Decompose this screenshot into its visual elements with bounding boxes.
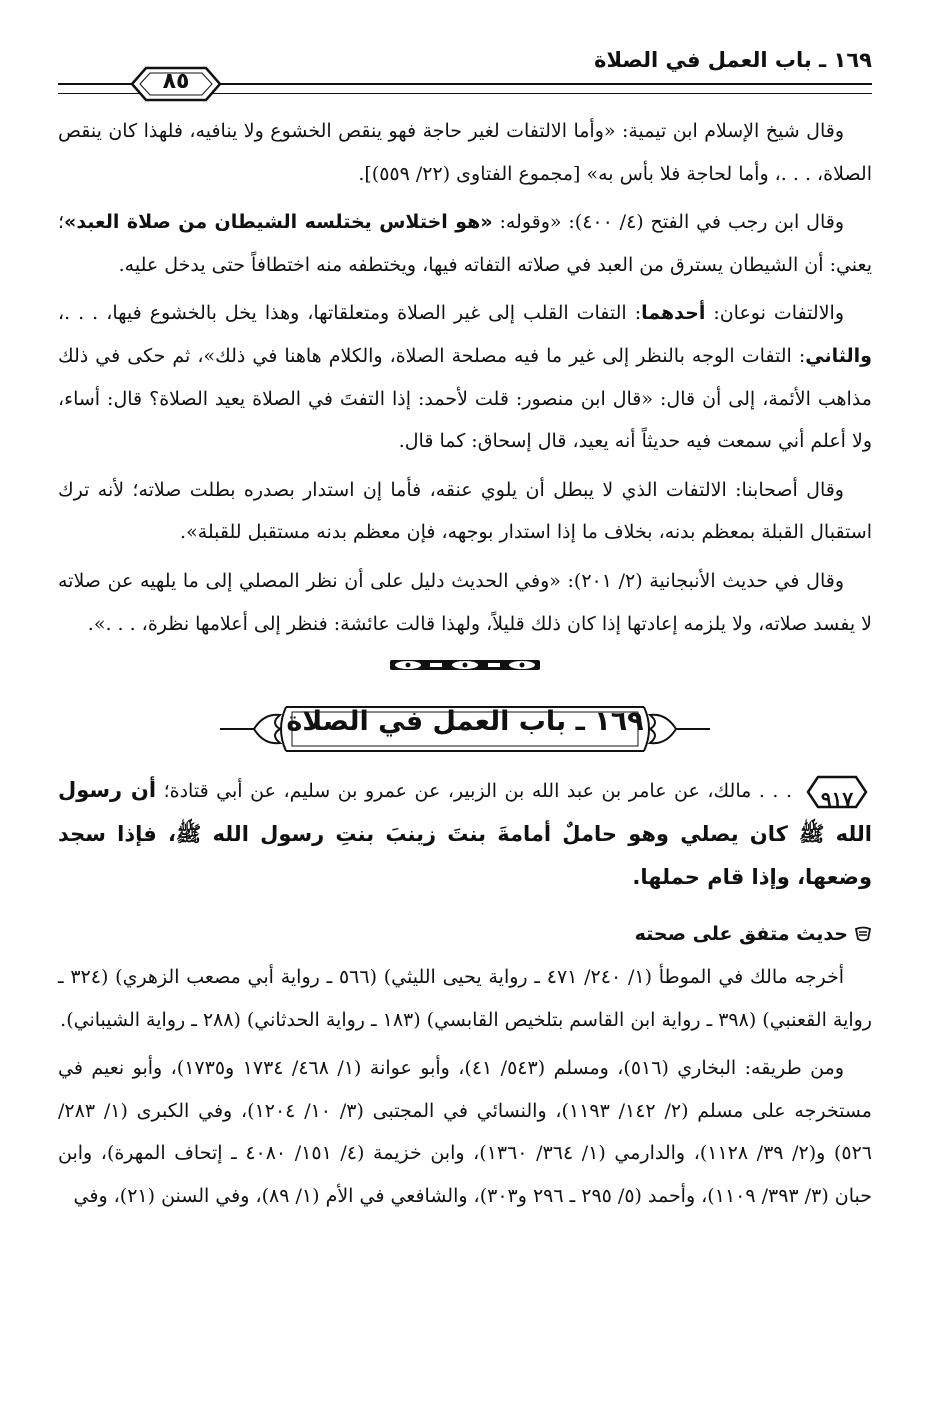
- hadith-isnad: . . . مالك، عن عامر بن عبد الله بن الزبير، عن عمرو بن سليم، عن أبي قتادة؛: [156, 780, 792, 803]
- paragraph-text: والالتفات نوعان:: [705, 302, 844, 325]
- paragraph-text: ؛ يعني: أن الشيطان يسترق من العبد في صلاته التفاته فيها، ويختطفه منه اختطافاً حتى يدخل عليه.: [58, 211, 872, 276]
- page-number-badge: [118, 62, 234, 106]
- grade-label: حديث متفق على صحته: [634, 922, 848, 945]
- paragraph-text: وقال أصحابنا: الالتفات الذي لا يبطل أن يلوي عنقه، فأما إن استدار بصدره بطلت صلاته؛ لأنه ترك استقبال القبلة بمعظم بدنه، بخلاف ما إذا استدار بوجهه، فإن معظم بدنه مستقبل للقبلة».: [58, 478, 872, 544]
- chapter-heading: [58, 693, 872, 763]
- commentary-paragraph: [58, 292, 872, 462]
- takhrij-paragraphs: [58, 956, 872, 1218]
- page-body: [58, 110, 872, 1217]
- page-number: ٨٥: [162, 69, 190, 94]
- hadith-matn: أن رسول الله ﷺ كان يصلي وهو حاملٌ أمامةَ بنتَ زينبَ بنتِ رسول الله ﷺ، فإذا سجد وضعها، وإذا قام حملها.: [58, 778, 872, 890]
- hadith-grade: [58, 914, 872, 954]
- bold-term: «هو اختلاس يختلسه الشيطان من صلاة العبد»: [64, 211, 493, 234]
- paragraph-text: وقال في حديث الأنبجانية (٢/ ٢٠١): «وفي الحديث دليل على أن نظر المصلي إلى ما يلهيه عن صلاته لا يفسد صلاته، ولا يلزمه إعادتها إذا كان ذلك قليلاً، ولهذا قالت عائشة: فنظر إلى أعلامها نظرة، . . .».: [58, 569, 872, 635]
- commentary-paragraph: [58, 201, 872, 286]
- bold-term: والثاني: [805, 344, 872, 367]
- grade-bullet-icon: [854, 926, 872, 942]
- section-divider-ornament: [58, 651, 872, 679]
- running-title: ١٦٩ ـ باب العمل في الصلاة: [594, 48, 872, 72]
- bold-term: أحدهما: [641, 302, 706, 325]
- book-page: [58, 40, 872, 1370]
- hadith-number: ٩١٧: [820, 787, 854, 812]
- paragraph-text: وقال شيخ الإسلام ابن تيمية: «وأما الالتفات لغير حاجة فهو ينقص الخشوع ولا ينافيه، فلهذا كان ينقص الصلاة، . . .، وأما لحاجة فلا بأس به» [مجموع الفتاوى (٢٢/ ٥٥٩)].: [58, 120, 872, 185]
- hadith-number-badge: [802, 773, 872, 811]
- running-header: [58, 40, 872, 102]
- commentary-paragraph: [58, 560, 872, 645]
- paragraph-text: وقال ابن رجب في الفتح (٤/ ٤٠٠): «وقوله:: [492, 211, 845, 234]
- paragraph-text: : التفات القلب إلى غير الصلاة ومتعلقاتها، وهذا يخل بالخشوع فيها، . . .،: [58, 302, 642, 325]
- takhrij-paragraph: ومن طريقه: البخاري (٥١٦)، ومسلم (٥٤٣/ ٤١)، وأبو عوانة (١/ ٤٦٨/ ١٧٣٤ و١٧٣٥)، وأبو نعيم في مستخرجه على مسلم (٢/ ١٤٢/ ١١٩٣)، والنسائي في المجتبى (٣/ ١٠/ ١٢٠٤)، وفي الكبرى (١/ ٢٨٣/ ٥٢٦) و(٢/ ٣٩/ ١١٢٨)، والدارمي (١/ ٣٦٤/ ١٣٦٠)، وابن خزيمة (٤/ ١٥١/ ٤٠٨٠ ـ إتحاف المهرة)، وابن حبان (٣/ ٣٩٣/ ١١٠٩)، وأحمد (٥/ ٢٩٥ ـ ٢٩٦ و٣٠٣)، والشافعي في الأم (١/ ٨٩)، وفي السنن (٢١)، وفي: [58, 1057, 872, 1207]
- commentary-paragraph: [58, 110, 872, 195]
- commentary-paragraphs: [58, 110, 872, 645]
- chapter-title: ١٦٩ ـ باب العمل في الصلاة: [286, 706, 644, 738]
- commentary-paragraph: [58, 469, 872, 554]
- paragraph-text: : التفات الوجه بالنظر إلى غير ما فيه مصلحة الصلاة، والكلام هاهنا في ذلك»، ثم حكى في ذلك مذاهب الأئمة، إلى أن قال: «قال ابن منصور: قلت لأحمد: إذا التفتَ في الصلاة يعيد الصلاة؟ قال: أساء، ولا أعلم أني سمعت فيه حديثاً أنه يعيد، قال إسحاق: كما قال.: [58, 344, 872, 453]
- hadith-block: [58, 769, 872, 900]
- hadith-text: [58, 769, 872, 900]
- takhrij-paragraph: أخرجه مالك في الموطأ (١/ ٢٤٠/ ٤٧١ ـ رواية يحيى الليثي) (٥٦٦ ـ رواية أبي مصعب الزهري) (٣٢٤ ـ رواية القعنبي) (٣٩٨ ـ رواية ابن القاسم بتلخيص القابسي) (١٨٣ ـ رواية الحدثاني) (٢٨٨ ـ رواية الشيباني).: [58, 965, 872, 1031]
- divider-ornament-icon: [390, 654, 540, 676]
